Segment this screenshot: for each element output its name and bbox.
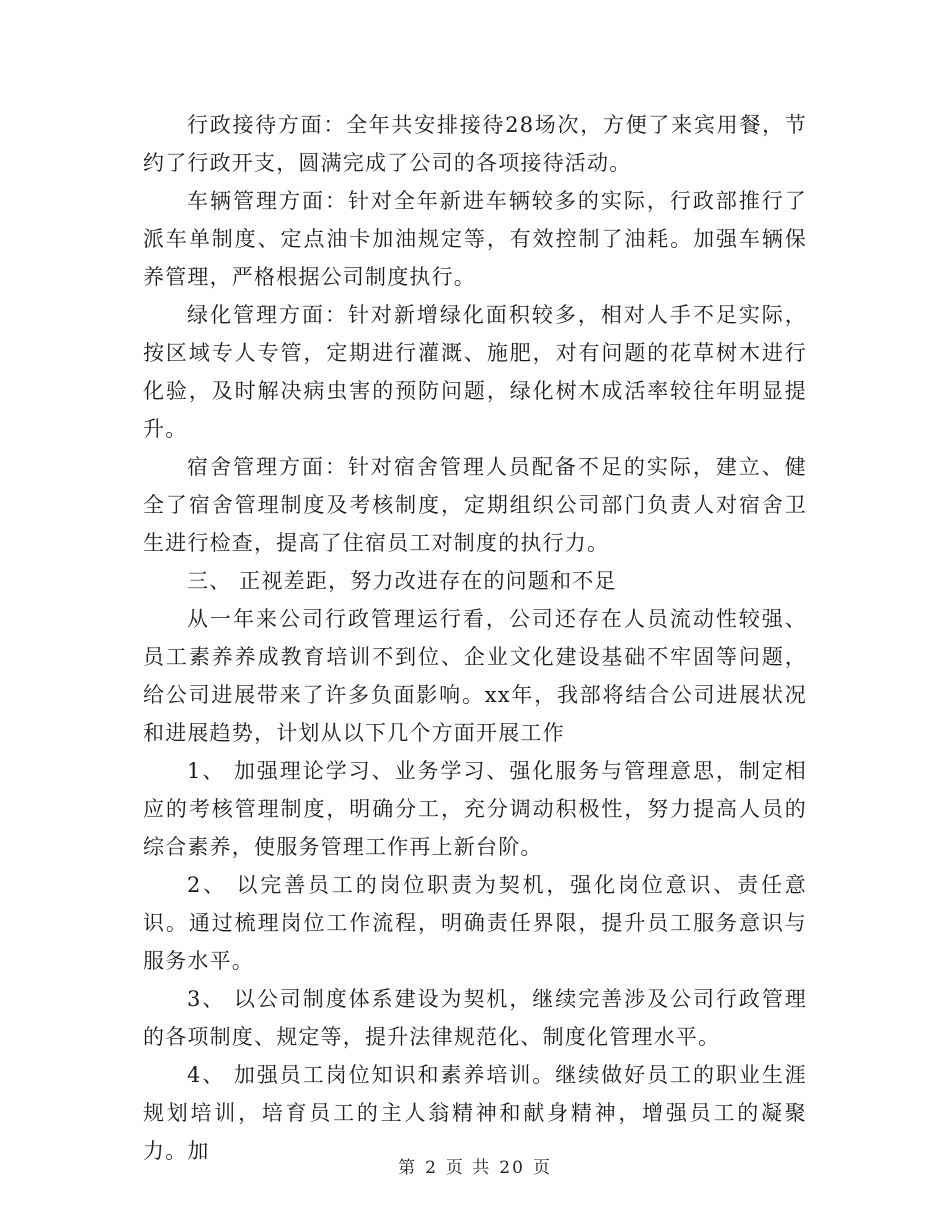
list-item-3: 3、 以公司制度体系建设为契机，继续完善涉及公司行政管理的各项制度、规定等，提升法律规范化、制度化管理水平。 — [143, 987, 807, 1049]
footer-prefix: 第 — [398, 1158, 418, 1178]
paragraph-dormitory: 宿舍管理方面：针对宿舍管理人员配备不足的实际，建立、健全了宿舍管理制度及考核制度，定期组织公司部门负责人对宿舍卫生进行检查，提高了住宿员工对制度的执行力。 — [143, 455, 807, 555]
list-item-2: 2、 以完善员工的岗位职责为契机，强化岗位意识、责任意识。通过梳理岗位工作流程，明确责任界限，提升员工服务意识与服务水平。 — [143, 873, 807, 973]
paragraph-vehicles: 车辆管理方面：针对全年新进车辆较多的实际，行政部推行了派车单制度、定点油卡加油规定等，有效控制了油耗。加强车辆保养管理，严格根据公司制度执行。 — [143, 189, 807, 289]
list-item-1: 1、 加强理论学习、业务学习、强化服务与管理意思，制定相应的考核管理制度，明确分工，充分调动积极性，努力提高人员的综合素养，使服务管理工作再上新台阶。 — [143, 759, 807, 859]
footer-middle: 页 共 — [445, 1158, 492, 1178]
footer-page-number: 2 — [425, 1158, 438, 1178]
page-footer — [0, 1153, 950, 1178]
paragraph-overview: 从一年来公司行政管理运行看，公司还存在人员流动性较强、员工素养养成教育培训不到位、企业文化建设基础不牢固等问题，给公司进展带来了许多负面影响。xx年，我部将结合公司进展状况和进展趋势，计划从以下几个方面开展工作 — [143, 607, 807, 745]
footer-total-pages: 20 — [499, 1158, 525, 1178]
paragraph-greening: 绿化管理方面：针对新增绿化面积较多，相对人手不足实际，按区域专人专管，定期进行灌溉、施肥，对有问题的花草树木进行化验，及时解决病虫害的预防问题，绿化树木成活率较往年明显提升。 — [143, 303, 807, 441]
paragraph-reception: 行政接待方面：全年共安排接待28场次，方便了来宾用餐，节约了行政开支，圆满完成了公司的各项接待活动。 — [143, 113, 807, 175]
document-body — [143, 106, 807, 1170]
list-item-4: 4、 加强员工岗位知识和素养培训。继续做好员工的职业生涯规划培训，培育员工的主人翁精神和献身精神，增强员工的凝聚力。加 — [143, 1063, 807, 1163]
section-heading-3: 三、 正视差距，努力改进存在的问题和不足 — [187, 569, 617, 593]
footer-suffix: 页 — [532, 1158, 552, 1178]
